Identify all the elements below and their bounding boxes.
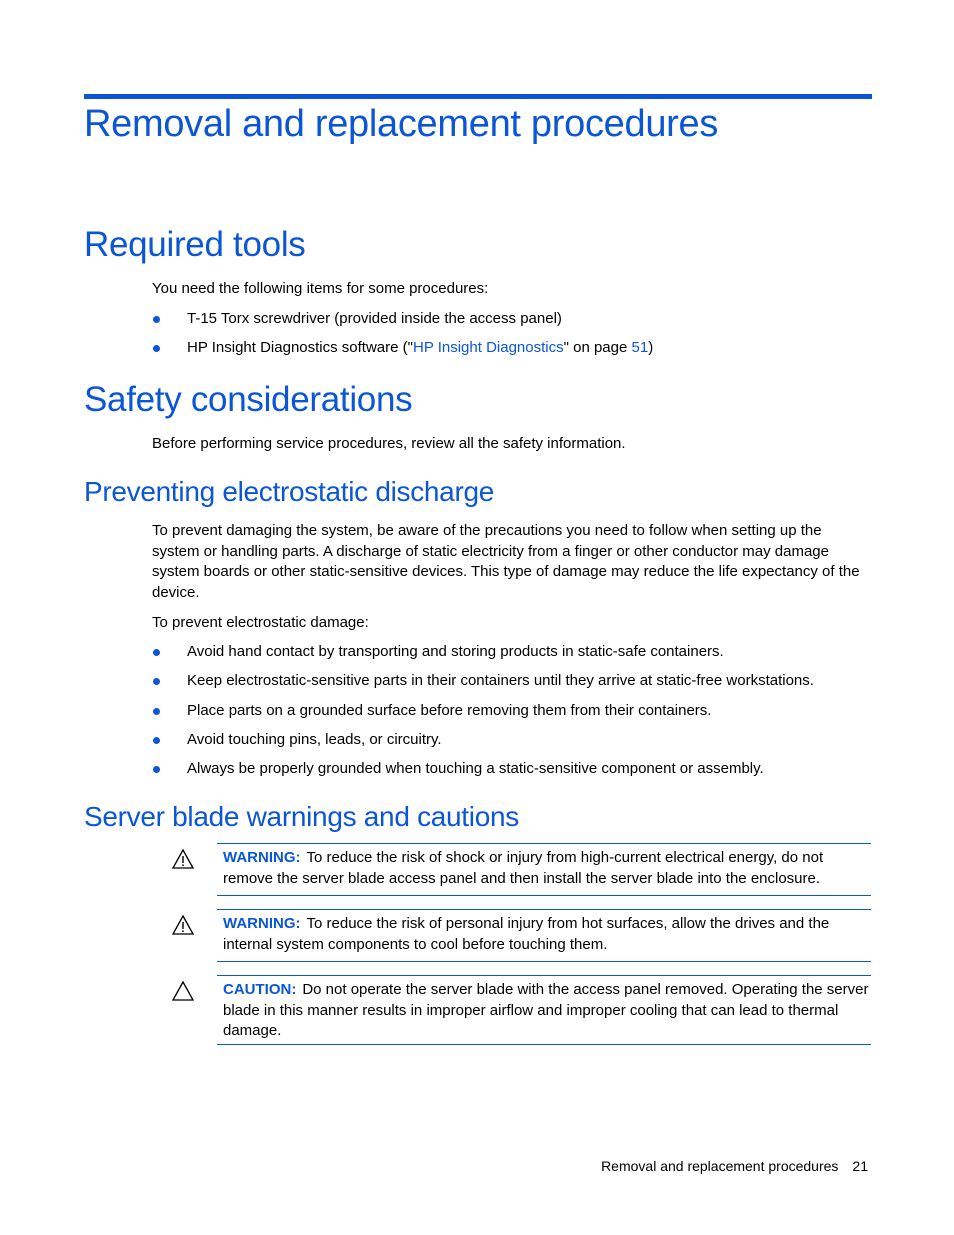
bullet-icon	[153, 345, 160, 352]
bullet-icon	[153, 708, 160, 715]
list-item: Always be properly grounded when touching a static-sensitive component or assembly.	[152, 759, 814, 788]
notice-label: WARNING:	[223, 915, 301, 932]
esd-intro: To prevent electrostatic damage:	[152, 614, 369, 631]
warning-notice	[217, 843, 871, 896]
heading-preventing-esd: Preventing electrostatic discharge	[84, 476, 495, 507]
safety-intro: Before performing service procedures, review all the safety information.	[152, 435, 626, 452]
chapter-title: Removal and replacement procedures	[84, 103, 719, 145]
heading-safety-considerations: Safety considerations	[84, 380, 413, 419]
notice-label: CAUTION:	[223, 981, 297, 998]
required-tools-list	[152, 309, 653, 368]
required-tools-intro: You need the following items for some procedures:	[152, 280, 489, 297]
heading-server-blade-warnings: Server blade warnings and cautions	[84, 801, 519, 832]
link-page-51[interactable]: 51	[631, 339, 649, 357]
caution-icon	[171, 980, 195, 1002]
warning-icon	[171, 914, 195, 936]
list-item: HP Insight Diagnostics software ("HP Insight Diagnostics" on page 51)	[152, 338, 653, 367]
notice-text: To reduce the risk of personal injury from hot surfaces, allow the drives and the internal system components to cool before touching them.	[223, 915, 830, 953]
list-item: Avoid touching pins, leads, or circuitry.	[152, 730, 814, 759]
list-item: T-15 Torx screwdriver (provided inside the access panel)	[152, 309, 653, 338]
notice-label: WARNING:	[223, 849, 301, 866]
notice-text: To reduce the risk of shock or injury from high-current electrical energy, do not remove the server blade access panel and then install the server blade into the enclosure.	[223, 849, 824, 887]
warning-icon	[171, 848, 195, 870]
bullet-icon	[153, 766, 160, 773]
caution-notice	[217, 975, 871, 1045]
footer-page-number: 21	[852, 1158, 868, 1174]
chapter-top-rule	[84, 94, 872, 99]
footer-section-title: Removal and replacement procedures	[601, 1158, 839, 1174]
page-footer	[601, 1158, 868, 1174]
bullet-icon	[153, 649, 160, 656]
link-hp-insight-diagnostics[interactable]: HP Insight Diagnostics	[412, 339, 564, 357]
list-item: Keep electrostatic-sensitive parts in their containers until they arrive at static-free workstations.	[152, 671, 814, 700]
bullet-icon	[153, 737, 160, 744]
bullet-icon	[153, 316, 160, 323]
esd-list	[152, 642, 814, 788]
warning-notice	[217, 909, 871, 962]
heading-required-tools: Required tools	[84, 225, 306, 264]
list-item: Avoid hand contact by transporting and storing products in static-safe containers.	[152, 642, 814, 671]
esd-paragraph: To prevent damaging the system, be aware of the precautions you need to follow when setting up the system or handling parts. A discharge of static electricity from a finger or other conductor may damage system boards or other static-sensitive devices. This type of damage may reduce the life expectancy of the device.	[152, 522, 860, 601]
bullet-icon	[153, 678, 160, 685]
list-item: Place parts on a grounded surface before removing them from their containers.	[152, 701, 814, 730]
notice-text: Do not operate the server blade with the access panel removed. Operating the server blade in this manner results in improper airflow and improper cooling that can lead to thermal damage.	[223, 981, 869, 1039]
